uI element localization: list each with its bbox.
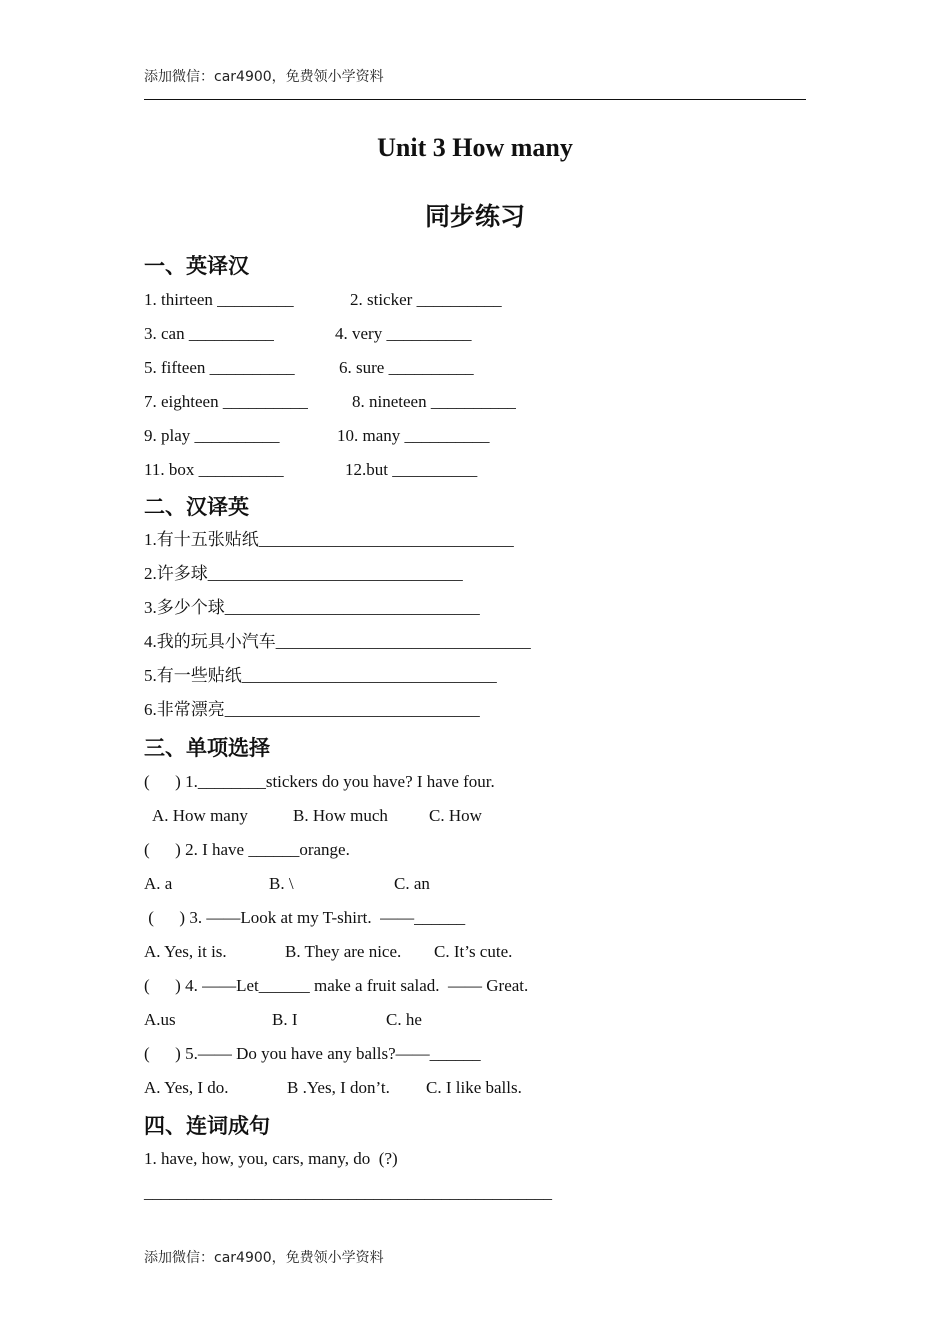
header-text: 添加微信：car4900，免费领小学资料 xyxy=(144,69,384,85)
s1-item: 11. box __________ xyxy=(144,460,284,479)
section-3-heading: 三、单项选择 xyxy=(144,736,270,760)
page-subtitle: 同步练习 xyxy=(424,202,525,231)
s2-item: 4.我的玩具小汽车______________________________ xyxy=(144,632,531,651)
q3-option-a: A. Yes, it is. xyxy=(144,942,227,961)
q5-option-b: B .Yes, I don’t. xyxy=(287,1078,390,1097)
section-1-heading: 一、英译汉 xyxy=(144,254,249,278)
s1-item: 12.but __________ xyxy=(345,460,478,479)
q3-option-b: B. They are nice. xyxy=(285,942,402,961)
q5-option-a: A. Yes, I do. xyxy=(144,1078,229,1097)
q1-option-a: A. How many xyxy=(152,806,248,825)
header-divider xyxy=(144,99,806,100)
s4-answer-line: ________________________________________________ xyxy=(144,1183,552,1202)
q4-option-a: A.us xyxy=(144,1010,176,1029)
section-4-heading: 四、连词成句 xyxy=(144,1114,270,1138)
s1-item: 2. sticker __________ xyxy=(350,290,502,309)
question-2-stem: ( ) 2. I have ______orange. xyxy=(144,840,350,859)
q2-option-b: B. \ xyxy=(269,874,294,893)
s1-item: 4. very __________ xyxy=(335,324,472,343)
s2-item: 3.多少个球______________________________ xyxy=(144,598,480,617)
question-4-stem: ( ) 4. ——Let______ make a fruit salad. —— Great. xyxy=(144,976,529,995)
s1-item: 8. nineteen __________ xyxy=(352,392,516,411)
page-title: Unit 3 How many xyxy=(377,133,573,162)
s1-item: 7. eighteen __________ xyxy=(144,392,308,411)
q1-option-c: C. How xyxy=(429,806,482,825)
section-2-heading: 二、汉译英 xyxy=(144,495,249,519)
s2-item: 6.非常漂亮______________________________ xyxy=(144,700,480,719)
s1-item: 9. play __________ xyxy=(144,426,280,445)
s4-item: 1. have, how, you, cars, many, do (?) xyxy=(144,1149,398,1168)
q4-option-c: C. he xyxy=(386,1010,422,1029)
q4-option-b: B. I xyxy=(272,1010,298,1029)
s1-item: 10. many __________ xyxy=(337,426,490,445)
q3-option-c: C. It’s cute. xyxy=(434,942,513,961)
s1-item: 1. thirteen _________ xyxy=(144,290,294,309)
q5-option-c: C. I like balls. xyxy=(426,1078,522,1097)
question-5-stem: ( ) 5.—— Do you have any balls?——______ xyxy=(144,1044,481,1063)
question-3-stem: ( ) 3. ——Look at my T-shirt. ——______ xyxy=(144,908,466,927)
footer-text: 添加微信：car4900，免费领小学资料 xyxy=(144,1250,384,1266)
s1-item: 3. can __________ xyxy=(144,324,274,343)
question-1-stem: ( ) 1.________stickers do you have? I have four. xyxy=(144,772,495,791)
s2-item: 2.许多球______________________________ xyxy=(144,564,463,583)
s1-item: 5. fifteen __________ xyxy=(144,358,295,377)
s2-item: 1.有十五张贴纸______________________________ xyxy=(144,530,514,549)
q2-option-a: A. a xyxy=(144,874,173,893)
q2-option-c: C. an xyxy=(394,874,430,893)
s2-item: 5.有一些贴纸______________________________ xyxy=(144,666,497,685)
q1-option-b: B. How much xyxy=(293,806,388,825)
s1-item: 6. sure __________ xyxy=(339,358,474,377)
